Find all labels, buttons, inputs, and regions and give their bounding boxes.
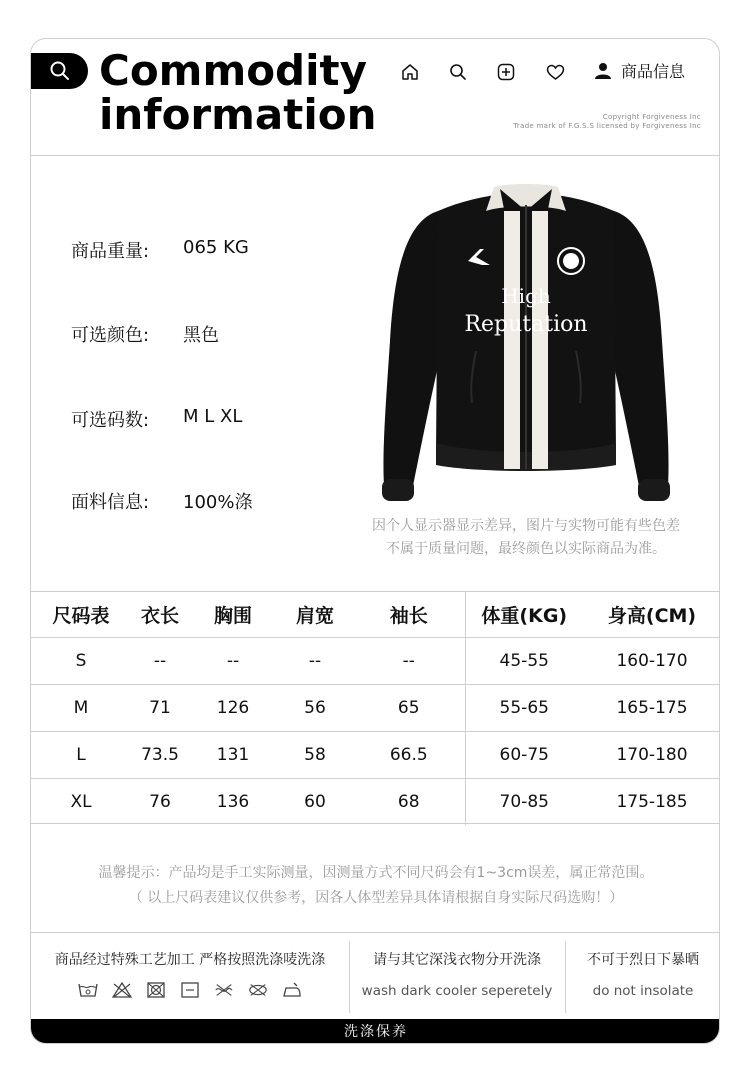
table-cell: 68 [397, 792, 420, 812]
table-cell: 73.5 [141, 745, 179, 765]
table-cell: 126 [216, 698, 250, 718]
table-cell: -- [153, 651, 167, 671]
jacket-text-reputation: Reputation [464, 312, 588, 337]
size-table-header [31, 591, 720, 638]
tip-line-2: （ 以上尺码表建议仅供参考，因各人体型差异具体请根据自身实际尺码选购！） [128, 890, 624, 906]
table-cell: L [76, 745, 86, 765]
care-top-divider [31, 932, 719, 933]
table-cell: 60-75 [465, 732, 583, 779]
fabric-value: 100%涤 [183, 492, 253, 513]
weight-label: 商品重量: [71, 241, 150, 262]
table-cell: 170-180 [616, 745, 688, 765]
iron-low-icon [282, 981, 302, 999]
no-sun-sub: do not insolate [592, 983, 694, 999]
hand-wash-icon [78, 981, 98, 999]
care-instructions-title: 商品经过特殊工艺加工 严格按照洗涤唛洗涤 [54, 952, 326, 968]
fabric-row [71, 488, 252, 514]
header-cell: 身高(CM) [607, 604, 697, 627]
jacket-text-high: High [501, 284, 551, 308]
table-cell: 76 [149, 792, 171, 812]
color-disclaimer [331, 515, 720, 561]
separate-wash [349, 949, 565, 1015]
size-table [31, 591, 720, 825]
table-cell: 160-170 [616, 651, 688, 671]
user-label: 商品信息 [621, 62, 686, 81]
table-row [31, 732, 720, 779]
color-disclaimer-line-1: 因个人显示器显示差异，图片与实物可能有些色差 [372, 518, 680, 534]
size-row [71, 406, 242, 432]
header-cell: 衣长 [140, 604, 179, 627]
no-sun [565, 949, 720, 1015]
user-menu[interactable] [595, 59, 685, 82]
add-icon[interactable] [495, 61, 517, 83]
no-wring-icon [214, 981, 234, 999]
size-label: 可选码数: [71, 410, 150, 431]
home-icon[interactable] [399, 61, 421, 83]
table-cell: -- [308, 651, 322, 671]
table-cell: XL [70, 792, 92, 812]
care-instructions [31, 949, 349, 1015]
table-bottom-divider [31, 823, 719, 824]
no-bleach-icon [112, 981, 132, 999]
header-cell: 肩宽 [295, 604, 334, 627]
care-footer-bar: 洗涤保养 [31, 1019, 720, 1044]
color-row [71, 321, 219, 347]
tip-line-1: 温馨提示：产品均是手工实际测量，因测量方式不同尺码会有1~3cm误差，属正常范围。 [98, 865, 654, 881]
header-cell: 尺码表 [52, 604, 110, 627]
table-cell: 55-65 [465, 685, 583, 732]
copyright-text [513, 113, 701, 131]
title-line-1: Commodity [99, 46, 367, 95]
title-line-2: information [99, 90, 377, 139]
table-row [31, 638, 720, 685]
color-label: 可选颜色: [71, 325, 150, 346]
measurement-tip [31, 861, 720, 911]
table-cell: -- [402, 651, 415, 671]
copyright-line-1: Copyright Forgiveness Inc [602, 113, 701, 121]
table-cell: 70-85 [465, 779, 583, 826]
table-cell: 45-55 [465, 638, 583, 685]
no-sun-title: 不可于烈日下暴晒 [587, 952, 699, 968]
line-dry-icon [180, 981, 200, 999]
header-cell: 体重(KG) [465, 591, 583, 638]
no-dry-clean-icon [248, 981, 268, 999]
header-cell: 袖长 [389, 604, 428, 627]
table-row [31, 685, 720, 732]
copyright-line-2: Trade mark of F.G.S.S licensed by Forgiveness Inc [513, 122, 701, 130]
table-cell: M [73, 698, 89, 718]
fabric-label: 面料信息: [71, 492, 150, 513]
heart-icon[interactable] [544, 61, 566, 83]
color-disclaimer-line-2: 不属于质量问题，最终颜色以实际商品为准。 [386, 541, 666, 557]
table-cell: 165-175 [616, 698, 688, 718]
separate-wash-sub: wash dark cooler seperetely [361, 983, 553, 999]
weight-value: 065 KG [183, 237, 249, 258]
table-cell: 58 [304, 745, 326, 765]
header-divider [31, 155, 719, 156]
search-icon [49, 60, 71, 82]
table-cell: 65 [397, 698, 420, 718]
user-icon [595, 62, 611, 79]
table-cell: 56 [304, 698, 326, 718]
table-cell: 60 [304, 792, 326, 812]
color-value: 黑色 [183, 325, 219, 346]
search-nav-icon[interactable] [447, 61, 469, 83]
size-value: M L XL [183, 406, 243, 427]
table-cell: S [75, 651, 87, 671]
no-tumble-dry-icon [146, 981, 166, 999]
table-cell: 175-185 [616, 792, 688, 812]
search-button[interactable] [31, 53, 88, 89]
table-row [31, 779, 720, 826]
care-icons [31, 981, 349, 999]
product-image [376, 181, 676, 511]
page-title [99, 46, 377, 139]
table-cell: 136 [216, 792, 250, 812]
separate-wash-title: 请与其它深浅衣物分开洗涤 [373, 952, 541, 968]
table-cell: -- [226, 651, 240, 671]
table-cell: 66.5 [389, 745, 428, 765]
table-cell: 131 [216, 745, 250, 765]
product-card [30, 38, 720, 1044]
header-cell: 胸围 [213, 604, 252, 627]
table-cell: 71 [149, 698, 171, 718]
weight-row [71, 237, 249, 263]
